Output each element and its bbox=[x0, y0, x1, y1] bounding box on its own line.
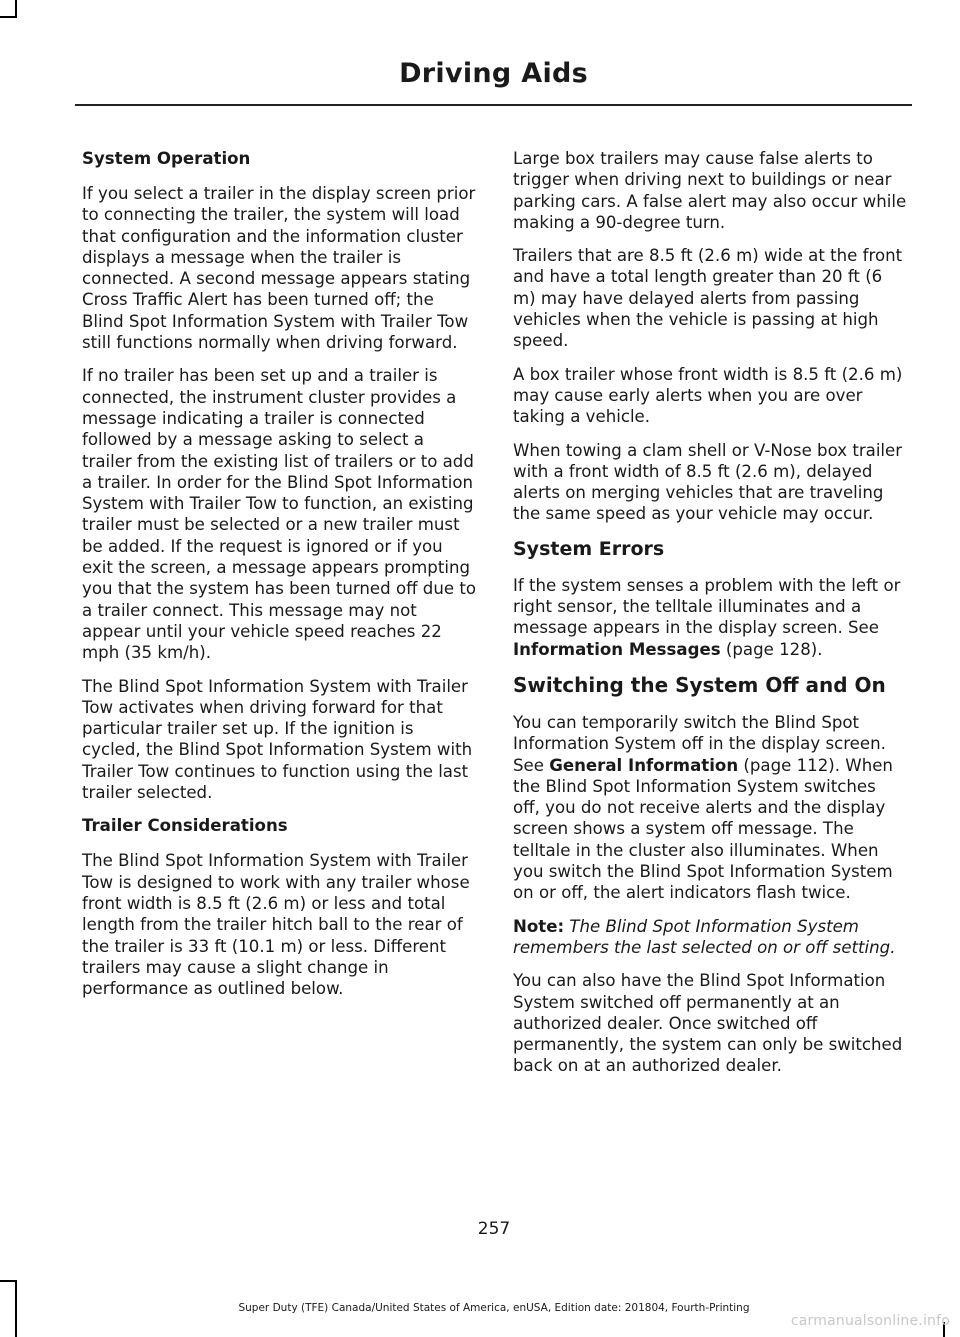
crop-mark-bottom-left-h bbox=[0, 1280, 17, 1282]
note bbox=[513, 916, 907, 959]
paragraph: If you select a trailer in the display screen prior to connecting the trailer, the system will load that configuration and the information cluster displays a message when the trailer is connected. A second message appears stating Cross Traffic Alert has been turned off; the Blind Spot Information System with Trailer Tow still functions normally when driving forward. bbox=[82, 184, 476, 353]
header-divider bbox=[75, 104, 912, 106]
section-heading-switching: Switching the System Off and On bbox=[513, 672, 886, 697]
section-heading-system-operation: System Operation bbox=[82, 149, 251, 168]
paragraph-text: If the system senses a problem with the left or right sensor, the telltale illuminates and a message appears in the display screen. See bbox=[513, 575, 901, 638]
paragraph-text: You can temporarily switch the Blind Spot Information System off in the display screen. See bbox=[513, 712, 886, 775]
paragraph: You can also have the Blind Spot Information System switched off permanently at an authorized dealer. Once switched off permanently, the system can only be switched back on at an authorized dealer. bbox=[513, 971, 903, 1076]
watermark: carmanualsonline.info bbox=[790, 1313, 950, 1329]
paragraph: Large box trailers may cause false alerts to trigger when driving next to buildings or near parking cars. A false alert may also occur while making a 90-degree turn. bbox=[513, 149, 907, 232]
footer-edition-info: Super Duty (TFE) Canada/United States of America, enUSA, Edition date: 201804, Fourth-Printing bbox=[238, 1302, 750, 1314]
paragraph-text: (page 112). When the Blind Spot Information System switches off, you do not receive alerts and the display screen shows a system off message. The telltale in the cluster also illuminates. When you switch the Blind Spot Information System on or off, the alert indicators flash twice. bbox=[513, 755, 893, 903]
page-reference: (page 128). bbox=[720, 639, 823, 659]
cross-reference-link[interactable]: General Information bbox=[549, 755, 739, 775]
cross-reference-link[interactable]: Information Messages bbox=[513, 639, 721, 659]
paragraph: The Blind Spot Information System with Trailer Tow is designed to work with any trailer whose front width is 8.5 ft (2.6 m) or less and total length from the trailer hitch ball to the rear of the trailer is 33 ft (10.1 m) or less. Different trailers may cause a slight change in performance as outlined below. bbox=[82, 851, 470, 999]
paragraph: The Blind Spot Information System with Trailer Tow activates when driving forward for that particular trailer set up. If the ignition is cycled, the Blind Spot Information System with Trailer Tow continues to function using the last trailer selected. bbox=[82, 676, 473, 803]
page-number: 257 bbox=[477, 1219, 511, 1239]
paragraph bbox=[513, 712, 907, 904]
section-heading-trailer-considerations: Trailer Considerations bbox=[82, 816, 288, 836]
paragraph: Trailers that are 8.5 ft (2.6 m) wide at the front and have a total length greater than 20 ft (6 m) may have delayed alerts from passing vehicles when the vehicle is passing at high speed. bbox=[513, 246, 903, 351]
left-column bbox=[82, 148, 476, 1011]
paragraph: A box trailer whose front width is 8.5 ft (2.6 m) may cause early alerts when you are over taking a vehicle. bbox=[513, 364, 903, 427]
section-heading-system-errors: System Errors bbox=[513, 537, 665, 560]
crop-mark-top-left-h bbox=[0, 16, 17, 18]
paragraph: When towing a clam shell or V-Nose box trailer with a front width of 8.5 ft (2.6 m), delayed alerts on merging vehicles that are traveling the same speed as your vehicle may occur. bbox=[513, 440, 903, 524]
note-text: The Blind Spot Information System remembers the last selected on or off setting. bbox=[513, 916, 896, 957]
paragraph: If no trailer has been set up and a trailer is connected, the instrument cluster provides a message indicating a trailer is connected followed by a message asking to select a trailer from the existing list of trailers or to add a trailer. In order for the Blind Spot Information System with Trailer Tow to function, an existing trailer must be selected or a new trailer must be added. If the request is ignored or if you exit the screen, a message appears prompting you that the system has been turned off due to a trailer connect. This message may not appear until your vehicle speed reaches 22 mph (35 km/h). bbox=[82, 366, 476, 663]
page-title: Driving Aids bbox=[399, 58, 588, 89]
paragraph bbox=[513, 575, 907, 660]
right-column bbox=[513, 148, 907, 1089]
note-label: Note: bbox=[513, 916, 565, 936]
